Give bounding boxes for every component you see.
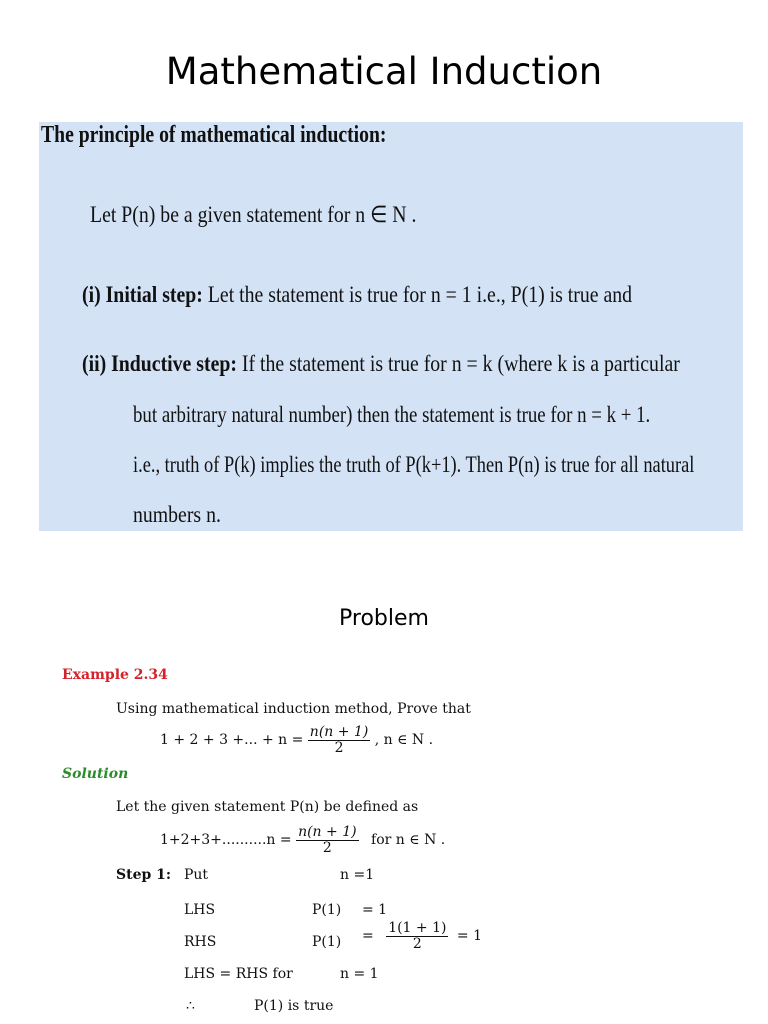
rhs-denominator: 2 (412, 936, 422, 952)
definition-numerator: n(n + 1) (298, 824, 357, 840)
fraction-numerator: n(n + 1) (309, 724, 369, 740)
solution-heading: Solution (62, 766, 129, 782)
rhs-numerator: 1(1 + 1) (388, 920, 447, 936)
conclusion-text: P(1) is true (254, 998, 334, 1014)
equation-lhs: 1 + 2 + 3 +... + n = (160, 732, 304, 748)
inductive-step-label: (ii) Inductive step: (82, 351, 237, 376)
initial-step (82, 282, 632, 308)
rhs-equation (362, 921, 482, 951)
inductive-step-line-2: but arbitrary natural number) then the statement is true for n = k + 1. (133, 402, 651, 427)
inductive-step-line-1: If the statement is true for n = k (where k is a particular (236, 351, 680, 376)
inductive-step (82, 351, 680, 377)
slide-title: Mathematical Induction (165, 50, 603, 93)
rhs-value: = 1 (456, 928, 483, 944)
fraction-denominator: 2 (334, 740, 344, 756)
step1-value: n =1 (340, 867, 375, 883)
lhs-value: = 1 (362, 902, 388, 918)
inductive-step-line-4: numbers n. (133, 502, 221, 527)
equation-tail: , n ∈ N . (374, 732, 434, 748)
example-prompt: Using mathematical induction method, Prove that (116, 701, 471, 717)
definition-tail: for n ∈ N . (371, 832, 446, 848)
rhs-equals: = (362, 928, 374, 944)
equality-value: n = 1 (340, 966, 379, 982)
definition-fraction (296, 825, 359, 855)
initial-step-text: Let the statement is true for n = 1 i.e., P(1) is true and (202, 282, 633, 307)
principle-heading: The principle of mathematical induction: (41, 122, 387, 148)
lhs-label: LHS (184, 902, 216, 918)
example-equation (160, 725, 433, 755)
step1-text: Put (184, 867, 209, 883)
lhs-expression: P(1) (312, 902, 342, 918)
example-heading: Example 2.34 (62, 667, 168, 683)
problem-label: Problem (339, 606, 429, 631)
definition-denominator: 2 (322, 840, 332, 856)
principle-let-line: Let P(n) be a given statement for n ∈ N . (90, 202, 417, 227)
therefore-symbol: ∴ (186, 998, 195, 1014)
rhs-expression: P(1) (312, 934, 342, 950)
solution-let-line: Let the given statement P(n) be defined as (116, 799, 419, 815)
rhs-fraction (386, 921, 448, 951)
definition-equation (160, 825, 445, 855)
step1-label: Step 1: (116, 867, 172, 883)
rhs-label: RHS (184, 934, 217, 950)
equation-fraction (308, 725, 371, 755)
initial-step-label: (i) Initial step: (82, 282, 203, 307)
inductive-step-line-3: i.e., truth of P(k) implies the truth of P(k+1). Then P(n) is true for all natural (133, 452, 695, 477)
definition-lhs: 1+2+3+..........n = (160, 832, 292, 848)
principle-box (39, 122, 743, 531)
equality-text: LHS = RHS for (184, 966, 293, 982)
